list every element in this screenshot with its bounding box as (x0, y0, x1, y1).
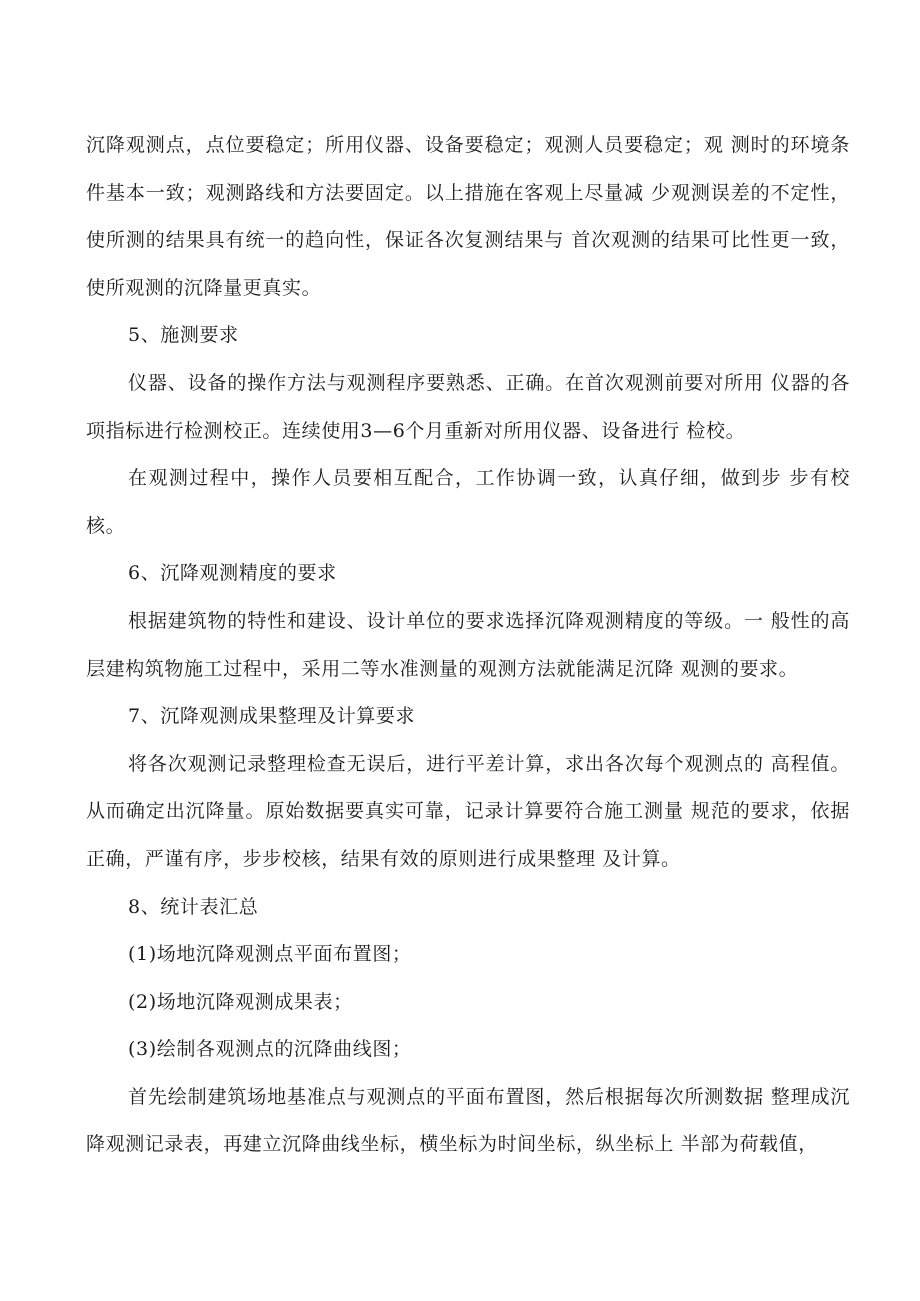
paragraph-instrument-calibration: 仪器、设备的操作方法与观测程序要熟悉、正确。在首次观测前要对所用 仪器的各项指标进行检测校正。连续使用3—6个月重新对所用仪器、设备进行 检校。 (86, 371, 850, 442)
paragraph-precision-grade: 根据建筑物的特性和建设、设计单位的要求选择沉降观测精度的等级。一 般性的高层建构筑物施工过程中，采用二等水准测量的观测方法就能满足沉降 观测的要求。 (86, 609, 850, 680)
heading-result-processing: 7、沉降观测成果整理及计算要求 (128, 705, 416, 728)
heading-survey-requirements: 5、施测要求 (128, 324, 239, 347)
paragraph-curve-drawing: 首先绘制建筑场地基准点与观测点的平面布置图，然后根据每次所测数据 整理成沉降观测记录表，再建立沉降曲线坐标，横坐标为时间坐标，纵坐标上 半部为荷载值， (86, 1085, 850, 1156)
paragraph-adjustment-calculation: 将各次观测记录整理检查无误后，进行平差计算，求出各次每个观测点的 高程值。从而确定出沉降量。原始数据要真实可靠，记录计算要符合施工测量 规范的要求，依据正确，严谨有序，步步校核，结果有效的原则进行成果整理 及计算。 (86, 752, 850, 870)
heading-precision-requirements: 6、沉降观测精度的要求 (128, 562, 337, 585)
paragraph-stability-requirements: 沉降观测点，点位要稳定；所用仪器、设备要稳定；观测人员要稳定；观 测时的环境条件基本一致；观测路线和方法要固定。以上措施在客观上尽量减 少观测误差的不定性，使所测的结果具有统一的趋向性，保证各次复测结果与 首次观测的结果可比性更一致，使所观测的沉降量更真实。 (86, 134, 850, 299)
list-item-results-table: (2)场地沉降观测成果表； (128, 990, 353, 1013)
document-body (86, 122, 850, 1169)
list-item-settlement-curve: (3)绘制各观测点的沉降曲线图； (128, 1038, 412, 1061)
heading-statistics-summary: 8、统计表汇总 (128, 895, 259, 918)
list-item-layout-plan: (1)场地沉降观测点平面布置图； (128, 943, 412, 966)
paragraph-operator-coordination: 在观测过程中，操作人员要相互配合，工作协调一致，认真仔细，做到步 步有校核。 (86, 467, 850, 537)
